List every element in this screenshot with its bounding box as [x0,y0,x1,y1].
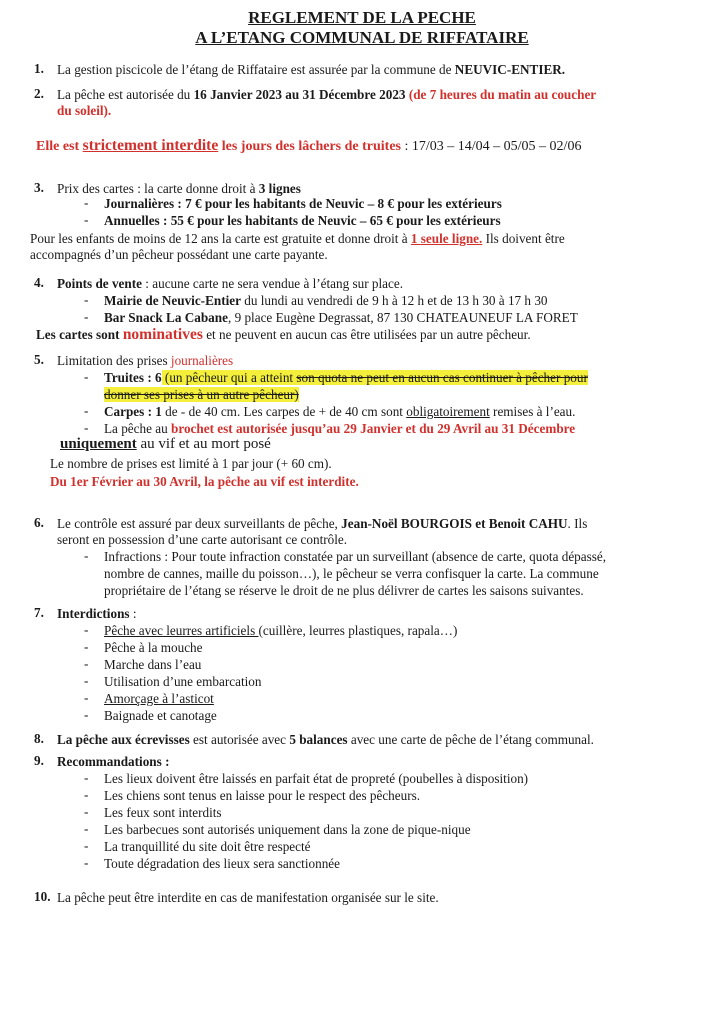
section-2-hours: du soleil). [57,103,112,118]
bullet-dash: - [84,787,89,802]
recommendation-item: Toute dégradation des lieux sera sanctionnée [104,856,340,871]
limit-trout-cont: donner ses prises à un autre pêcheur) [104,387,299,402]
prohibition-item: Pêche avec leurres artificiels (cuillère, leurres plastiques, rapala…) [104,623,458,638]
section-5-text: Limitation des prises journalières [57,353,234,368]
prohibition-item: Marche dans l’eau [104,657,202,672]
document-title-line1: REGLEMENT DE LA PECHE [248,8,476,27]
section-6-text-cont: seront en possession d’une carte autorisant ce contrôle. [57,532,348,547]
bullet-dash: - [84,690,89,705]
bullet-dash: - [84,770,89,785]
sale-point-mairie: Mairie de Neuvic-Entier du lundi au vendredi de 9 h à 12 h et de 13 h 30 à 17 h 30 [104,293,548,308]
section-4-text: Points de vente : aucune carte ne sera vendue à l’étang sur place. [57,276,404,291]
section-3-number: 3. [34,180,44,195]
section-1-number: 1. [34,61,44,76]
recommendation-item: Les barbecues sont autorisés uniquement dans la zone de pique-nique [104,822,471,837]
limit-carp: Carpes : 1 de - de 40 cm. Les carpes de + de 40 cm sont obligatoirement remises à l’eau. [104,404,576,419]
bullet-dash: - [84,855,89,870]
bullet-dash: - [84,420,89,435]
prohibition-item: Amorçage à l’asticot [104,691,214,706]
section-1-text: La gestion piscicole de l’étang de Riffataire est assurée par la commune de NEUVIC-ENTIER. [57,62,566,77]
bullet-dash: - [84,195,89,210]
section-8-number: 8. [34,731,44,746]
bullet-dash: - [84,369,89,384]
section-6-text: Le contrôle est assuré par deux surveillants de pêche, Jean-Noël BOURGOIS et Benoit CAHU. Ils [57,516,588,531]
bullet-dash: - [84,548,89,563]
recommendation-item: Les chiens sont tenus en laisse pour le respect des pêcheurs. [104,788,421,803]
section-10-text: La pêche peut être interdite en cas de manifestation organisée sur le site. [57,890,439,905]
bullet-dash: - [84,656,89,671]
section-10-number: 10. [34,889,51,904]
live-bait-ban: Du 1er Février au 30 Avril, la pêche au vif est interdite. [50,474,359,489]
section-9-number: 9. [34,753,44,768]
children-rule-cont: accompagnés d’un pêcheur possédant une carte payante. [30,247,328,262]
section-5-number: 5. [34,352,44,367]
prohibition-item: Baignade et canotage [104,708,217,723]
section-2-text: La pêche est autorisée du 16 Janvier 2023 au 31 Décembre 2023 (de 7 heures du matin au coucher [57,87,597,102]
bullet-dash: - [84,707,89,722]
bullet-dash: - [84,622,89,637]
bullet-dash: - [84,804,89,819]
section-7-number: 7. [34,605,44,620]
trout-release-ban: Elle est strictement interdite les jours des lâchers de truites : 17/03 – 14/04 – 05/05 – 02/06 [36,137,582,154]
limit-pike-count: Le nombre de prises est limité à 1 par jour (+ 60 cm). [50,456,332,471]
bullet-dash: - [84,838,89,853]
price-annual: Annuelles : 55 € pour les habitants de Neuvic – 65 € pour les extérieurs [104,213,501,228]
bullet-dash: - [84,673,89,688]
recommendation-item: Les feux sont interdits [104,805,222,820]
bullet-dash: - [84,403,89,418]
section-6-number: 6. [34,515,44,530]
bullet-dash: - [84,639,89,654]
nominative-cards: Les cartes sont nominatives et ne peuvent en aucun cas être utilisées par un autre pêcheur. [36,326,531,343]
limit-pike-method: uniquement au vif et au mort posé [60,436,271,452]
infractions-line1: Infractions : Pour toute infraction constatée par un surveillant (absence de carte, quota dépassé, [104,549,607,564]
bullet-dash: - [84,309,89,324]
recommendation-item: Les lieux doivent être laissés en parfait état de propreté (poubelles à disposition) [104,771,529,786]
children-rule: Pour les enfants de moins de 12 ans la carte est gratuite et donne droit à 1 seule ligne. Ils doivent être [30,231,565,246]
section-2-number: 2. [34,86,44,101]
bullet-dash: - [84,212,89,227]
infractions-line3: propriétaire de l’étang se réserve le droit de ne plus délivrer de cartes les saisons suivantes. [104,583,584,598]
section-7-heading: Interdictions : [57,606,137,621]
recommendation-item: La tranquillité du site doit être respecté [104,839,311,854]
sale-point-bar: Bar Snack La Cabane, 9 place Eugène Degrassat, 87 130 CHATEAUNEUF LA FORET [104,310,578,325]
section-3-text: Prix des cartes : la carte donne droit à 3 lignes [57,181,301,196]
bullet-dash: - [84,821,89,836]
section-4-number: 4. [34,275,44,290]
prohibition-item: Utilisation d’une embarcation [104,674,262,689]
price-daily: Journalières : 7 € pour les habitants de Neuvic – 8 € pour les extérieurs [104,196,502,211]
infractions-line2: nombre de cannes, maille du poisson…), le pêcheur se verra confisquer la carte. La commune [104,566,599,581]
limit-trout: Truites : 6 (un pêcheur qui a atteint son quota ne peut en aucun cas continuer à pêcher pour [104,370,588,385]
limit-pike: La pêche au brochet est autorisée jusqu’au 29 Janvier et du 29 Avril au 31 Décembre [104,421,576,436]
document-title-line2: A L’ETANG COMMUNAL DE RIFFATAIRE [195,28,529,47]
bullet-dash: - [84,292,89,307]
section-9-heading: Recommandations : [57,754,170,769]
section-8-text: La pêche aux écrevisses est autorisée avec 5 balances avec une carte de pêche de l’étang communal. [57,732,594,747]
prohibition-item: Pêche à la mouche [104,640,203,655]
